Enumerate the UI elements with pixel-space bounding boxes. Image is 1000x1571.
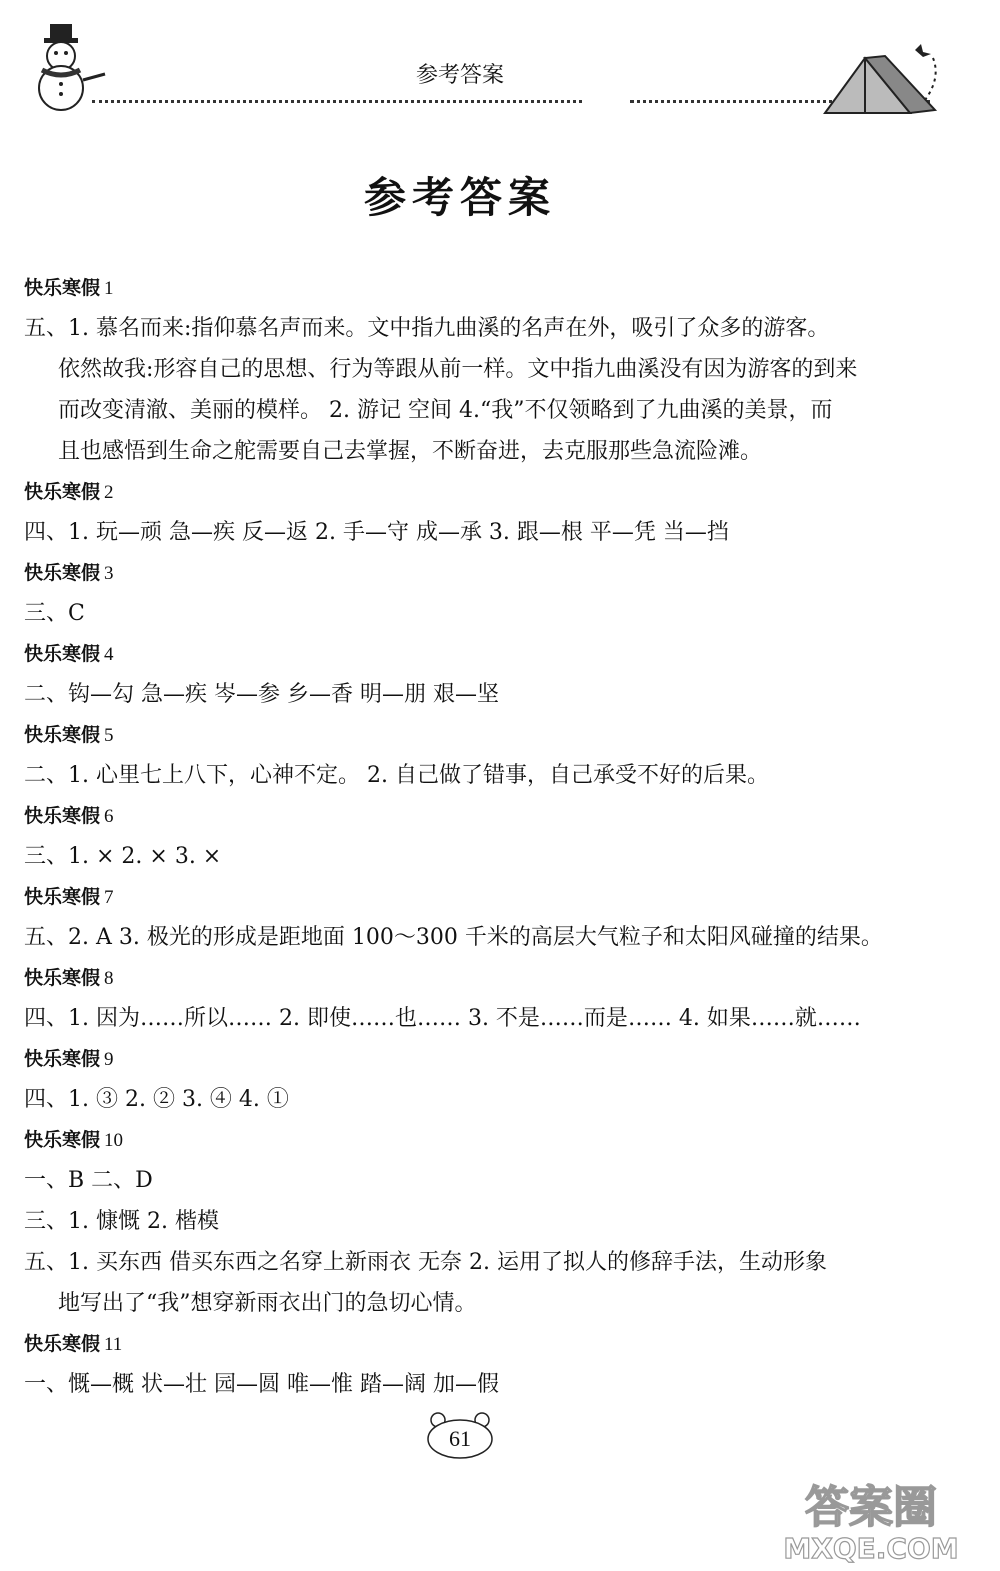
section-number: 10 — [104, 1130, 124, 1151]
section-label: 快乐寒假 — [24, 481, 101, 503]
answer-line: 依然故我:形容自己的思想、行为等跟从前一样。文中指九曲溪没有因为游客的到来 — [58, 357, 858, 382]
page-number: 61 — [449, 1426, 471, 1451]
answer-line: 三、C — [24, 601, 85, 626]
answer-line: 二、1. 心里七上八下，心神不定。 2. 自己做了错事，自己承受不好的后果。 — [24, 763, 769, 788]
section-heading — [24, 268, 924, 308]
answer-line: 三、1. 慷慨 2. 楷模 — [24, 1209, 219, 1234]
answer-line: 而改变清澈、美丽的模样。 2. 游记 空间 4.“我”不仅领略到了九曲溪的美景，而 — [58, 398, 833, 423]
answer-line: 一、B 二、D — [24, 1168, 153, 1193]
section-number: 2 — [104, 482, 114, 503]
answer-line: 五、1. 买东西 借买东西之名穿上新雨衣 无奈 2. 运用了拟人的修辞手法，生动形象 — [24, 1250, 827, 1275]
answer-line: 地写出了“我”想穿新雨衣出门的急切心情。 — [58, 1291, 477, 1316]
section-number: 3 — [104, 563, 114, 584]
answer-line: 四、1. ③ 2. ② 3. ④ 4. ① — [24, 1087, 289, 1112]
section-heading — [24, 1324, 924, 1364]
section-label: 快乐寒假 — [24, 1333, 101, 1355]
svg-text:答案圈: 答案圈 — [805, 1482, 937, 1533]
answer-line: 五、1. 慕名而来:指仰慕名声而来。文中指九曲溪的名声在外，吸引了众多的游客。 — [24, 316, 830, 341]
header-dotted-rule-left — [92, 100, 582, 103]
section-number: 4 — [104, 644, 114, 665]
answer-line: 四、1. 玩—顽 急—疾 反—返 2. 手—守 成—承 3. 跟—根 平—凭 当—挡 — [24, 520, 729, 545]
svg-text:MXQE.COM: MXQE.COM — [783, 1532, 959, 1564]
page-header — [0, 0, 1000, 130]
watermark-logo — [756, 1474, 986, 1564]
answer-line: 三、1. × 2. × 3. × — [24, 844, 222, 869]
page-title: 参考答案 — [363, 173, 556, 222]
section-heading — [24, 634, 924, 674]
section-heading — [24, 715, 924, 755]
page-number-badge — [424, 1410, 496, 1460]
section-heading — [24, 1039, 924, 1079]
section-number: 6 — [104, 806, 114, 827]
answer-line: 且也感悟到生命之舵需要自己去掌握，不断奋进，去克服那些急流险滩。 — [58, 439, 763, 464]
section-number: 1 — [104, 278, 114, 299]
section-heading — [24, 553, 924, 593]
answer-line: 四、1. 因为……所以…… 2. 即使……也…… 3. 不是……而是…… 4. 如果……就…… — [24, 1006, 861, 1031]
section-label: 快乐寒假 — [24, 724, 101, 746]
section-heading — [24, 796, 924, 836]
section-number: 11 — [104, 1334, 123, 1355]
section-label: 快乐寒假 — [24, 643, 101, 665]
tent-icon — [815, 38, 945, 118]
section-label: 快乐寒假 — [24, 967, 101, 989]
section-label: 快乐寒假 — [24, 886, 101, 908]
section-label: 快乐寒假 — [24, 805, 101, 827]
answer-line: 二、钩—勾 急—疾 岑—参 乡—香 明—朋 艰—坚 — [24, 682, 499, 707]
answer-line: 一、慨—概 状—壮 园—圆 唯—惟 踏—阔 加—假 — [24, 1372, 499, 1397]
section-label: 快乐寒假 — [24, 277, 101, 299]
header-title: 参考答案 — [415, 63, 504, 88]
section-label: 快乐寒假 — [24, 562, 101, 584]
section-heading — [24, 1120, 924, 1160]
section-number: 5 — [104, 725, 114, 746]
section-heading — [24, 958, 924, 998]
section-number: 7 — [104, 887, 114, 908]
section-number: 9 — [104, 1049, 114, 1070]
section-heading — [24, 472, 924, 512]
answer-line: 五、2. A 3. 极光的形成是距地面 100～300 千米的高层大气粒子和太阳风碰撞的结果。 — [24, 925, 883, 950]
section-label: 快乐寒假 — [24, 1048, 101, 1070]
answer-content — [24, 268, 924, 1405]
section-heading — [24, 877, 924, 917]
section-number: 8 — [104, 968, 114, 989]
section-label: 快乐寒假 — [24, 1129, 101, 1151]
